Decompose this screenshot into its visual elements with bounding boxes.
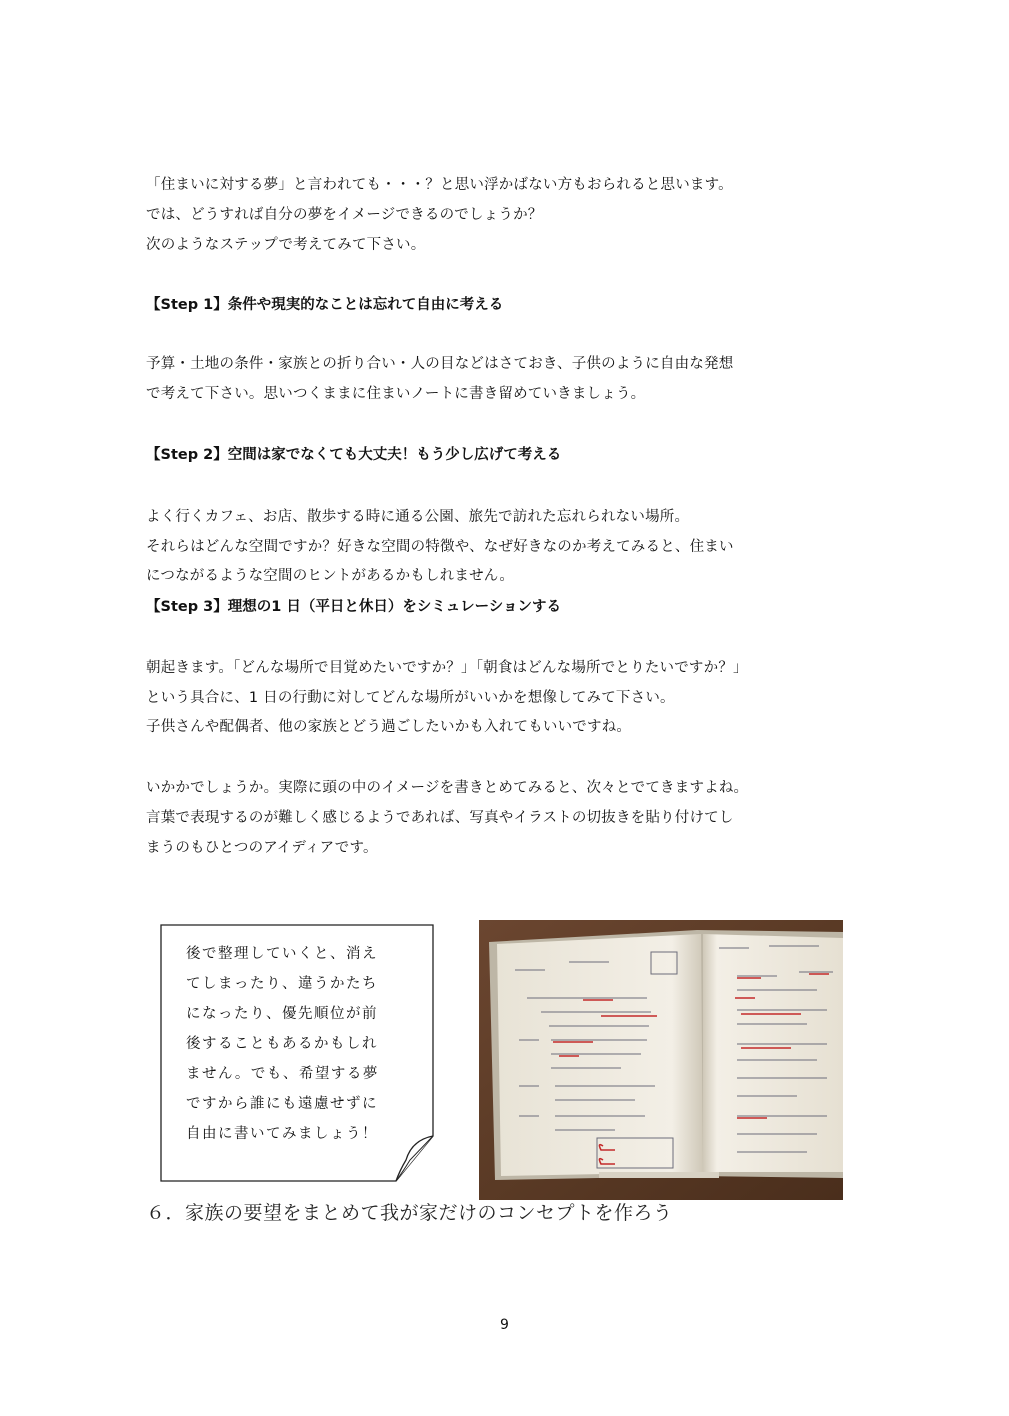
page-number: 9 [500, 1317, 509, 1333]
step3-heading: 【Step 3】理想の1 日（平日と休日）をシミュレーションする [146, 599, 561, 615]
step3-body-3: 子供さんや配偶者、他の家族とどう過ごしたいかも入れてもいいですね。 [146, 719, 632, 735]
note-line-1: 後で整理していくと、消え [186, 946, 378, 962]
note-line-7: 自由に書いてみましょう！ [186, 1126, 378, 1142]
note-line-4: 後することもあるかもしれ [186, 1036, 378, 1052]
step1-heading: 【Step 1】条件や現実的なことは忘れて自由に考える [146, 297, 504, 313]
step2-body-1: よく行くカフェ、お店、散歩する時に通る公園、旅先で訪れた忘れられない場所。 [146, 509, 690, 525]
note-line-2: てしまったり、違うかたち [186, 976, 378, 992]
step3-body-2: という具合に、1 日の行動に対してどんな場所がいいかを想像してみて下さい。 [146, 690, 675, 706]
intro-line-1: 「住まいに対する夢」と言われても・・・？と思い浮かばない方もおられると思います。 [146, 177, 733, 193]
note-line-6: ですから誰にも遠慮せずに [186, 1096, 378, 1112]
section-title: ６．家族の要望をまとめて我が家だけのコンセプトを作ろう [146, 1202, 673, 1224]
step1-body-1: 予算・土地の条件・家族との折り合い・人の目などはさておき、子供のように自由な発想 [146, 356, 734, 372]
note-card [160, 924, 434, 1182]
closing-line-2: 言葉で表現するのが難しく感じるようであれば、写真やイラストの切抜きを貼り付けてし [146, 810, 734, 826]
note-line-5: ません。でも、希望する夢 [186, 1066, 379, 1082]
open-notebook-illustration [479, 920, 843, 1200]
step2-body-2: それらはどんな空間ですか？好きな空間の特徴や、なぜ好きなのか考えてみると、住まい [146, 539, 734, 555]
note-line-3: になったり、優先順位が前 [186, 1006, 378, 1022]
step1-body-2: で考えて下さい。思いつくままに住まいノートに書き留めていきましょう。 [146, 386, 646, 402]
intro-line-2: では、どうすれば自分の夢をイメージできるのでしょうか？ [146, 207, 543, 223]
closing-line-1: いかかでしょうか。実際に頭の中のイメージを書きとめてみると、次々とでてきますよね。 [146, 780, 749, 796]
step2-body-3: につながるような空間のヒントがあるかもしれません。 [146, 568, 515, 584]
closing-line-3: まうのもひとつのアイディアです。 [146, 840, 378, 856]
step2-heading: 【Step 2】空間は家でなくても大丈夫！もう少し広げて考える [146, 447, 562, 463]
notebook-photo [479, 920, 843, 1200]
step3-body-1: 朝起きます。「どんな場所で目覚めたいですか？」「朝食はどんな場所でとりたいですか？」 [146, 660, 748, 676]
intro-line-3: 次のようなステップで考えてみて下さい。 [146, 237, 426, 253]
